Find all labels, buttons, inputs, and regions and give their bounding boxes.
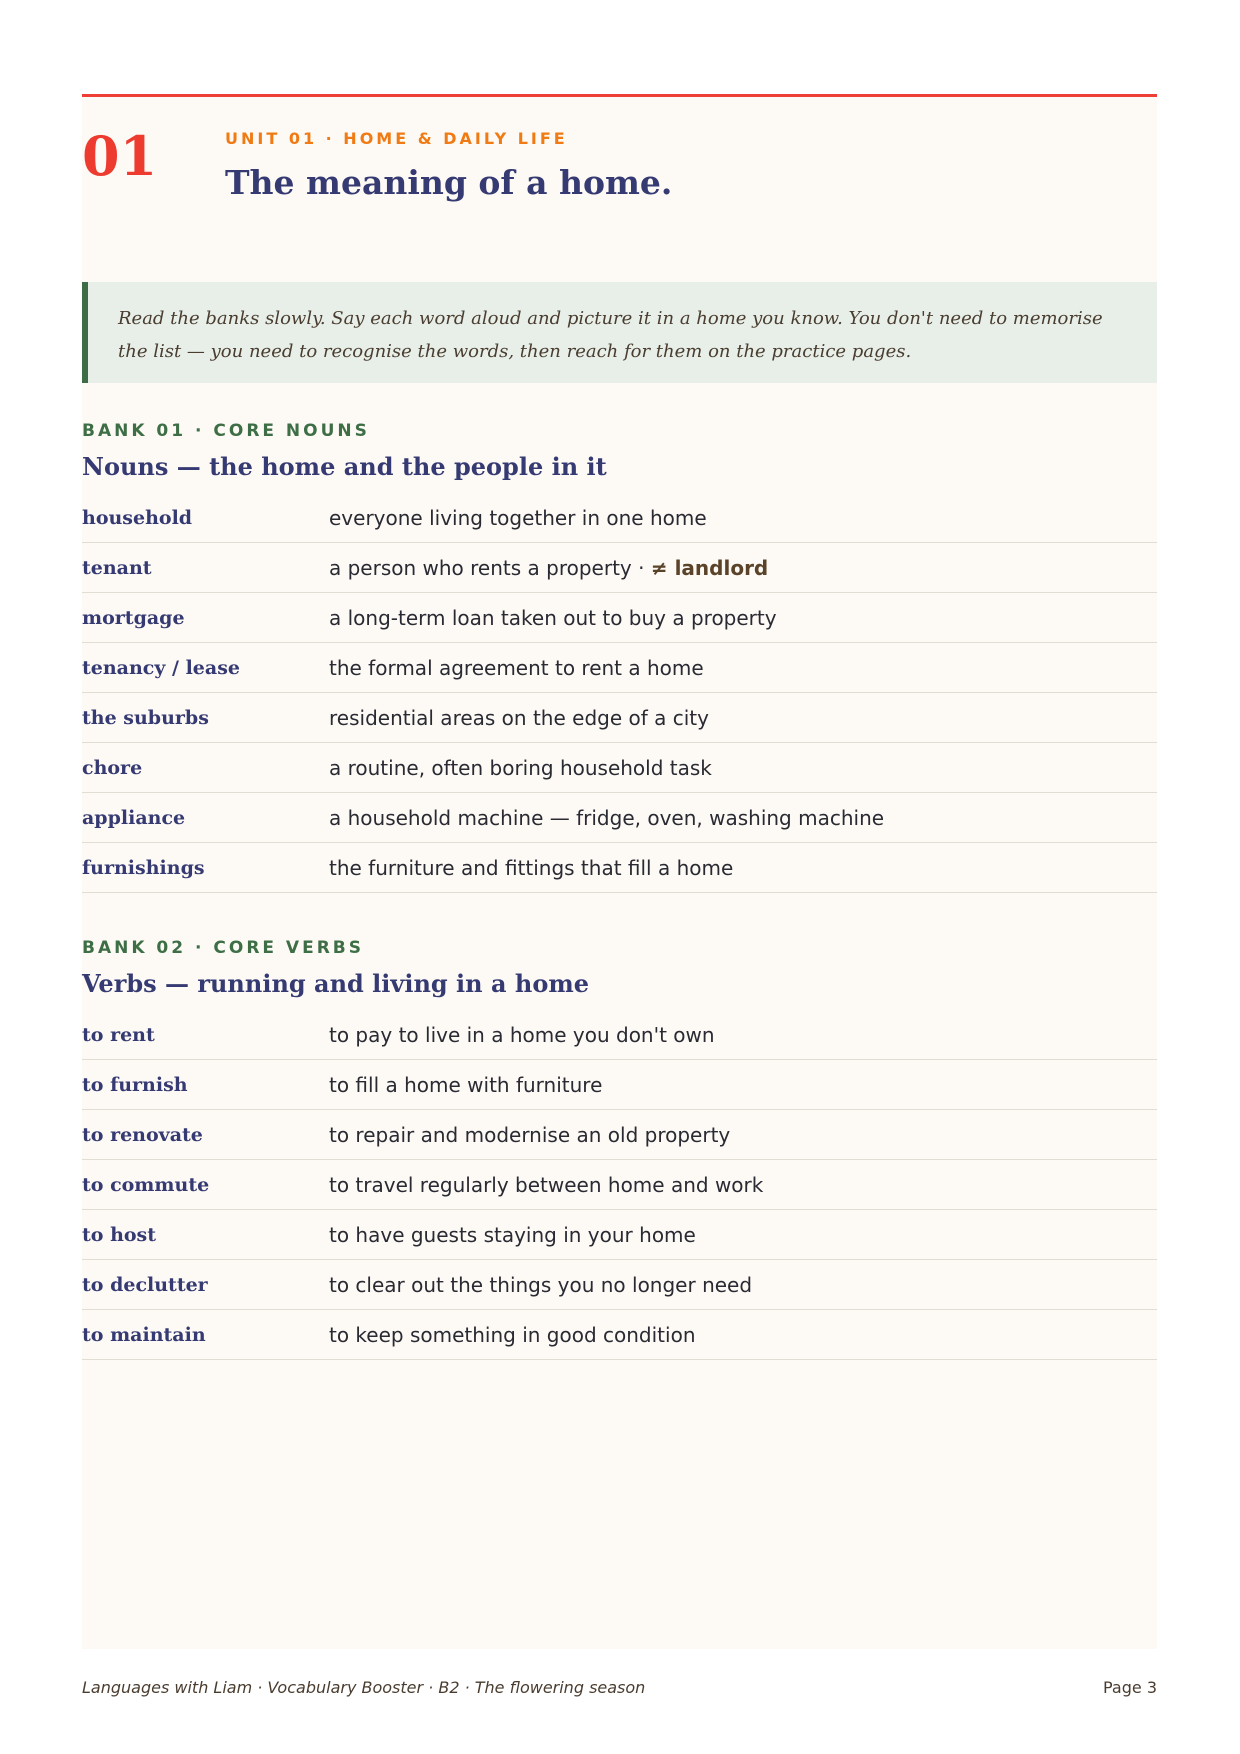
vocab-definition-text: a person who rents a property ·	[329, 555, 651, 580]
vocab-definition: to fill a home with furniture	[329, 1072, 603, 1097]
vocab-row	[82, 743, 1157, 793]
bank-title: Verbs — running and living in a home	[82, 969, 589, 998]
unit-number: 01	[82, 124, 158, 188]
vocab-row	[82, 543, 1157, 593]
vocab-definition: to keep something in good condition	[329, 1322, 696, 1347]
vocab-row	[82, 793, 1157, 843]
vocab-term: appliance	[82, 806, 186, 829]
vocab-list	[82, 1010, 1157, 1360]
vocab-row	[82, 1110, 1157, 1160]
vocab-term: the suburbs	[82, 706, 209, 729]
vocab-term: to furnish	[82, 1073, 188, 1096]
vocab-row	[82, 1210, 1157, 1260]
vocab-definition: to travel regularly between home and work	[329, 1172, 764, 1197]
vocab-definition: a routine, often boring household task	[329, 755, 712, 780]
vocab-term: to renovate	[82, 1123, 203, 1146]
vocab-term: tenancy / lease	[82, 656, 240, 679]
bank-title: Nouns — the home and the people in it	[82, 452, 607, 481]
vocab-row	[82, 1160, 1157, 1210]
vocab-term: to host	[82, 1223, 157, 1246]
vocab-row	[82, 1310, 1157, 1360]
vocab-row	[82, 1260, 1157, 1310]
vocab-definition: to have guests staying in your home	[329, 1222, 696, 1247]
vocab-row	[82, 593, 1157, 643]
vocab-row	[82, 843, 1157, 893]
vocab-term: to maintain	[82, 1323, 206, 1346]
vocab-term: to declutter	[82, 1273, 208, 1296]
vocab-row	[82, 1010, 1157, 1060]
vocab-term: tenant	[82, 556, 152, 579]
vocab-definition: a household machine — fridge, oven, washing machine	[329, 805, 885, 830]
vocab-row	[82, 1060, 1157, 1110]
vocab-row	[82, 693, 1157, 743]
footer-credits: Languages with Liam · Vocabulary Booster · B2 · The flowering season	[82, 1678, 646, 1697]
vocab-term: household	[82, 506, 193, 529]
bank-eyebrow: BANK 02 · CORE VERBS	[82, 938, 364, 958]
vocab-definition: to repair and modernise an old property	[329, 1122, 731, 1147]
vocab-definition	[329, 556, 768, 580]
vocab-definition: residential areas on the edge of a city	[329, 705, 709, 730]
vocab-definition: the formal agreement to rent a home	[329, 655, 704, 680]
vocab-definition: to clear out the things you no longer need	[329, 1272, 753, 1297]
vocab-term: chore	[82, 756, 143, 779]
page-number: Page 3	[1103, 1678, 1157, 1697]
vocab-term: furnishings	[82, 856, 205, 879]
vocab-definition: a long-term loan taken out to buy a property	[329, 605, 777, 630]
bank-verbs	[82, 938, 1157, 1360]
vocab-term: to commute	[82, 1173, 210, 1196]
vocab-definition: to pay to live in a home you don't own	[329, 1022, 715, 1047]
vocab-definition: the furniture and fittings that fill a home	[329, 855, 734, 880]
bank-nouns	[82, 421, 1157, 893]
vocab-definition: everyone living together in one home	[329, 505, 707, 530]
vocab-list	[82, 493, 1157, 893]
page-title: The meaning of a home.	[225, 163, 673, 202]
unit-eyebrow: UNIT 01 · HOME & DAILY LIFE	[225, 129, 568, 148]
vocab-term: mortgage	[82, 606, 185, 629]
bank-eyebrow: BANK 01 · CORE NOUNS	[82, 421, 370, 441]
intro-callout: Read the banks slowly. Say each word aloud and picture it in a home you know. You don't need to memorise the list — you need to recognise the words, then reach for them on the practice pages.	[82, 282, 1157, 383]
vocab-opposite: ≠ landlord	[650, 555, 769, 580]
vocab-row	[82, 643, 1157, 693]
vocab-term: to rent	[82, 1023, 155, 1046]
vocab-row	[82, 493, 1157, 543]
